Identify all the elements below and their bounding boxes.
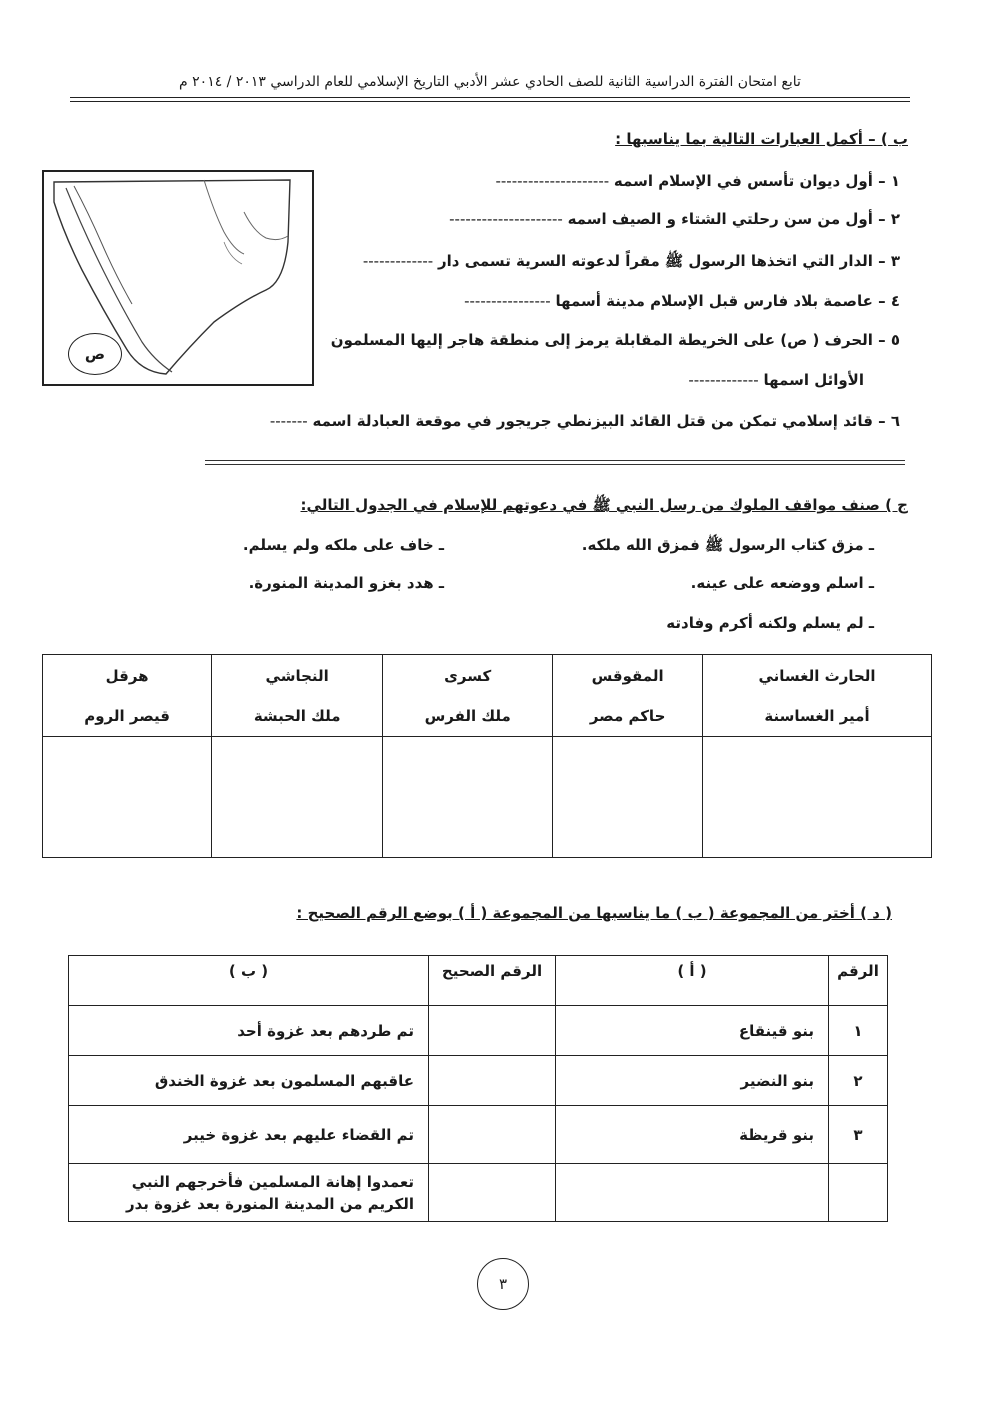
row-a: بنو قريظة xyxy=(556,1106,829,1164)
king-cell-1 xyxy=(703,655,932,737)
question-6-text: ٦ – قائد إسلامي تمكن من قتل القائد البيزنطي جريجور في موقعة العبادلة اسمه xyxy=(312,412,900,430)
king-name: المقوقس xyxy=(591,666,664,685)
option-1: ـ مزق كتاب الرسول ﷺ فمزق الله ملكه. xyxy=(581,536,874,554)
table-row xyxy=(69,1106,888,1164)
header-divider-2 xyxy=(70,101,910,102)
king-cell-3 xyxy=(383,655,553,737)
page-number: ٣ xyxy=(477,1258,529,1310)
row-correct[interactable] xyxy=(429,1056,556,1106)
king-cell-2 xyxy=(553,655,703,737)
col-a-header: ( أ ) xyxy=(556,956,829,1006)
row-correct[interactable] xyxy=(429,1006,556,1056)
king-name: كسرى xyxy=(444,666,492,685)
row-num: ١ xyxy=(829,1006,888,1056)
king-name: النجاشي xyxy=(265,666,329,685)
king-desc: ملك الحبشة xyxy=(253,706,341,725)
row-b: تعمدوا إهانة المسلمين فأخرجهم النبي الكريم من المدينة المنورة بعد غزوة بدر xyxy=(69,1164,429,1222)
row-num: ٢ xyxy=(829,1056,888,1106)
option-2: ـ خاف على ملكه ولم يسلم. xyxy=(242,536,444,554)
kings-table xyxy=(42,654,932,858)
answer-cell-2[interactable] xyxy=(553,737,703,858)
answer-cell-1[interactable] xyxy=(703,737,932,858)
answer-cell-3[interactable] xyxy=(383,737,553,858)
question-4-text: ٤ – عاصمة بلاد فارس قبل الإسلام مدينة أسمها xyxy=(555,292,900,310)
answer-cell-4[interactable] xyxy=(212,737,383,858)
question-1-text: ١ – أول ديوان تأسس في الإسلام اسمه xyxy=(613,172,900,190)
question-3: ٣ – الدار التي اتخذها الرسول ﷺ مقراً لدعوته السرية تسمى دار ------------- xyxy=(362,252,900,270)
map-label-sad: ص xyxy=(68,333,122,375)
kings-answer-row xyxy=(43,737,932,858)
king-cell-5 xyxy=(43,655,212,737)
question-5b-text: الأوائل اسمها xyxy=(763,371,864,389)
col-b-header: ( ب ) xyxy=(69,956,429,1006)
section-d-title: ( د ) أختر من المجموعة ( ب ) ما يناسبها من المجموعة ( أ ) بوضع الرقم الصحيح : xyxy=(296,904,892,922)
question-1: ١ – أول ديوان تأسس في الإسلام اسمه --------------------- xyxy=(495,172,900,190)
king-cell-4 xyxy=(212,655,383,737)
col-correct-header: الرقم الصحيح xyxy=(429,956,556,1006)
row-a xyxy=(556,1164,829,1222)
king-desc: أمير الغساسنة xyxy=(764,706,870,725)
row-num: ٣ xyxy=(829,1106,888,1164)
section-c-title: ج ) صنف مواقف الملوك من رسل النبي ﷺ في دعوتهم للإسلام في الجدول التالي: xyxy=(300,496,908,514)
row-b: عاقبهم المسلمون بعد غزوة الخندق xyxy=(69,1056,429,1106)
section-divider-2 xyxy=(205,464,905,465)
page-header: تابع امتحان الفترة الدراسية الثانية للصف الحادي عشر الأدبي التاريخ الإسلامي للعام الدراسي ٢٠١٣ / ٢٠١٤ م xyxy=(179,74,801,90)
question-2-text: ٢ – أول من سن رحلتي الشتاء و الصيف اسمه xyxy=(567,210,900,228)
king-name: هرقل xyxy=(105,666,149,685)
row-num xyxy=(829,1164,888,1222)
table-row xyxy=(69,1056,888,1106)
king-desc: قيصر الروم xyxy=(84,706,170,725)
king-desc: حاكم مصر xyxy=(589,706,666,725)
king-desc: ملك الفرس xyxy=(424,706,511,725)
table-row xyxy=(69,1164,888,1222)
row-b: تم طردهم بعد غزوة أحد xyxy=(69,1006,429,1056)
row-correct[interactable] xyxy=(429,1106,556,1164)
question-3-text: ٣ – الدار التي اتخذها الرسول ﷺ مقراً لدعوته السرية تسمى دار xyxy=(438,252,900,270)
section-divider xyxy=(205,460,905,461)
col-num-header: الرقم xyxy=(829,956,888,1006)
kings-header-row xyxy=(43,655,932,737)
question-2: ٢ – أول من سن رحلتي الشتاء و الصيف اسمه --------------------- xyxy=(449,210,900,228)
king-name: الحارث الغساني xyxy=(758,666,876,685)
matching-header-row xyxy=(69,956,888,1006)
option-5: ـ لم يسلم ولكنه أكرم وفادته xyxy=(666,614,874,632)
answer-cell-5[interactable] xyxy=(43,737,212,858)
question-4: ٤ – عاصمة بلاد فارس قبل الإسلام مدينة أسمها ---------------- xyxy=(464,292,900,310)
question-6: ٦ – قائد إسلامي تمكن من قتل القائد البيزنطي جريجور في موقعة العبادلة اسمه ------- xyxy=(269,412,900,430)
matching-table xyxy=(68,955,888,1222)
question-5: ٥ – الحرف ( ص) على الخريطة المقابلة يرمز إلى منطقة هاجر إليها المسلمون xyxy=(330,331,900,349)
row-correct[interactable] xyxy=(429,1164,556,1222)
row-b: تم القضاء عليهم بعد غزوة خيبر xyxy=(69,1106,429,1164)
row-a: بنو قينقاع xyxy=(556,1006,829,1056)
table-row xyxy=(69,1006,888,1056)
header-divider xyxy=(70,97,910,98)
option-3: ـ اسلم ووضعه على عينه. xyxy=(690,574,874,592)
question-5-continued: الأوائل اسمها ------------- xyxy=(688,371,864,389)
section-b-title: ب ) – أكمل العبارات التالية بما يناسبها : xyxy=(615,130,908,148)
option-4: ـ هدد بغزو المدينة المنورة. xyxy=(248,574,444,592)
row-a: بنو النضير xyxy=(556,1056,829,1106)
